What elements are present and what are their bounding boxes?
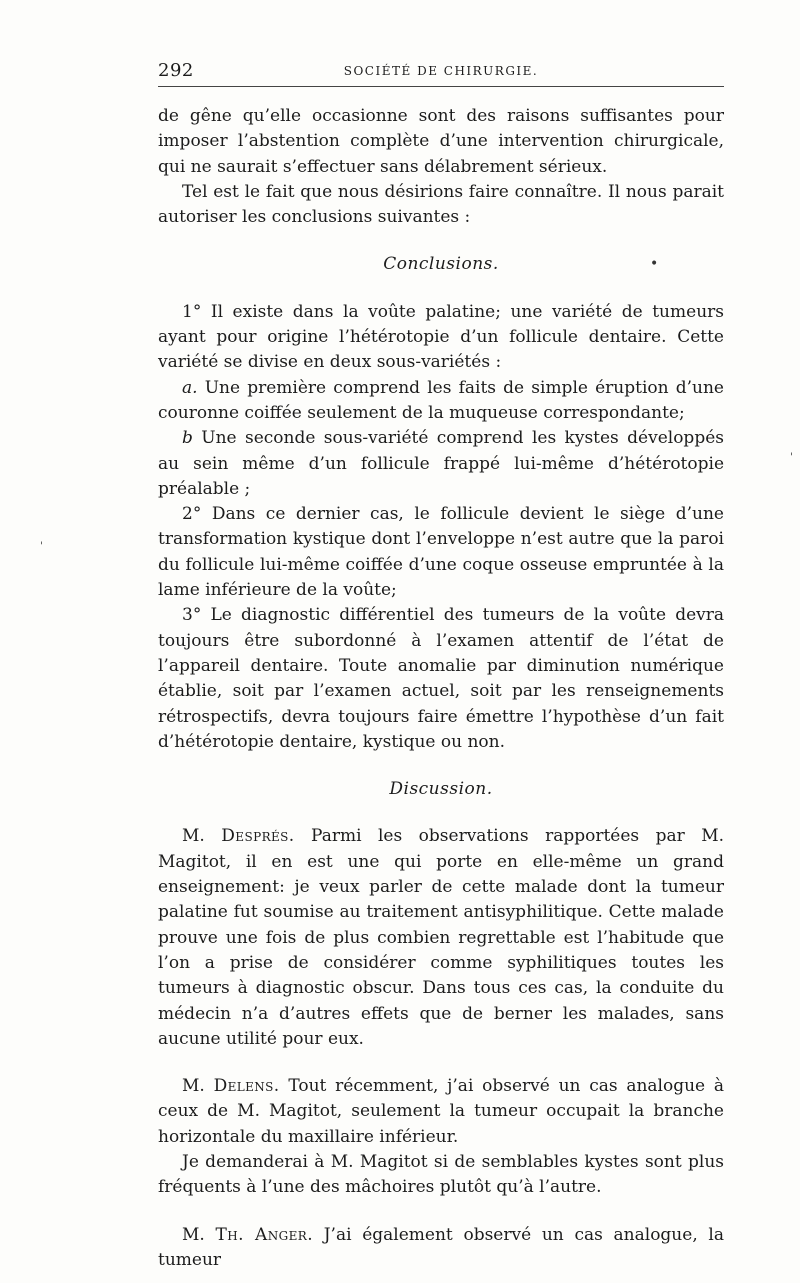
conclusion-item: 2° Dans ce dernier cas, le follicule devient le siège d’une transformation kystique dont l’enveloppe n’est autre que la paroi du follicule lui-même coiffée d’une coque osseuse empruntée à la lame inférieure de la voûte;	[158, 504, 724, 601]
print-speck: •	[650, 256, 659, 272]
header-rule	[158, 86, 724, 87]
section-heading-discussion: Discussion.	[389, 779, 493, 800]
running-head	[158, 60, 724, 84]
intro-paragraph: Tel est le fait que nous désirions faire connaître. Il nous parait autoriser les conclusions suivantes :	[158, 181, 724, 228]
intro-paragraph: de gêne qu’elle occasionne sont des raisons suffisantes pour imposer l’abstention complète d’une intervention chirurgicale, qui ne saurait s’effectuer sans délabrement sérieux.	[158, 106, 724, 177]
item-text: Une seconde sous-variété comprend les kystes développés au sein même d’un follicule frappé lui-même d’hétérotopie préalable ;	[158, 428, 724, 499]
discussion-entry	[158, 1074, 724, 1150]
item-marker: b	[182, 428, 193, 449]
conclusion-item	[158, 426, 724, 502]
title-prefix: M.	[182, 1076, 205, 1097]
speaker-name: Delens.	[213, 1076, 280, 1097]
discussion-entry	[158, 1223, 724, 1274]
speaker-name: Després.	[221, 826, 295, 847]
entry-text: J’ai également observé un cas analogue, la tumeur	[158, 1224, 725, 1270]
item-text: Une première comprend les faits de simple éruption d’une couronne coiffée seulement de la muqueuse correspondante;	[158, 377, 724, 423]
section-heading-conclusions: Conclusions.	[383, 254, 499, 275]
entry-text: Tout récemment, j’ai observé un cas analogue à ceux de M. Magitot, seulement la tumeur occupait la branche horizontale du maxillaire inférieur.	[158, 1076, 724, 1147]
discussion-entry	[158, 824, 724, 1052]
entry-text: Parmi les observations rapportées par M. Magitot, il en est une qui porte en elle-même un grand enseignement: je veux parler de cette malade dont la tumeur palatine fut soumise au traitement antisyphilitique. Cette malade prouve une fois de plus combien regrettable est l’habitude que l’on a prise de considérer comme syphilitiques toutes les tumeurs à diagnostic obscur. Dans tous ces cas, la conduite du médecin n’a d’autres effets que de berner les malades, sans aucune utilité pour eux.	[158, 826, 725, 1049]
speaker-name: Th. Anger.	[215, 1224, 314, 1245]
running-title: SOCIÉTÉ DE CHIRURGIE.	[343, 64, 539, 78]
page-number: 292	[158, 60, 194, 81]
conclusion-item	[158, 376, 724, 427]
print-speck: '	[40, 541, 43, 552]
discussion-continuation: Je demanderai à M. Magitot si de semblables kystes sont plus fréquents à l’une des mâchoires plutôt qu’à l’autre.	[158, 1151, 724, 1198]
page-body	[158, 104, 724, 1273]
title-prefix: M.	[182, 1224, 205, 1245]
title-prefix: M.	[182, 826, 205, 847]
print-speck: '	[790, 452, 793, 463]
conclusion-item: 3° Le diagnostic différentiel des tumeurs de la voûte devra toujours être subordonné à l’examen attentif de l’état de l’appareil dentaire. Toute anomalie par diminution numérique établie, soit par l’examen actuel, soit par les renseignements rétrospectifs, devra toujours faire émettre l’hypothèse d’un fait d’hétérotopie dentaire, kystique ou non.	[158, 605, 724, 752]
item-marker: a.	[182, 377, 198, 398]
conclusion-item: 1° Il existe dans la voûte palatine; une variété de tumeurs ayant pour origine l’hétérotopie d’un follicule dentaire. Cette variété se divise en deux sous-variétés :	[158, 301, 724, 373]
